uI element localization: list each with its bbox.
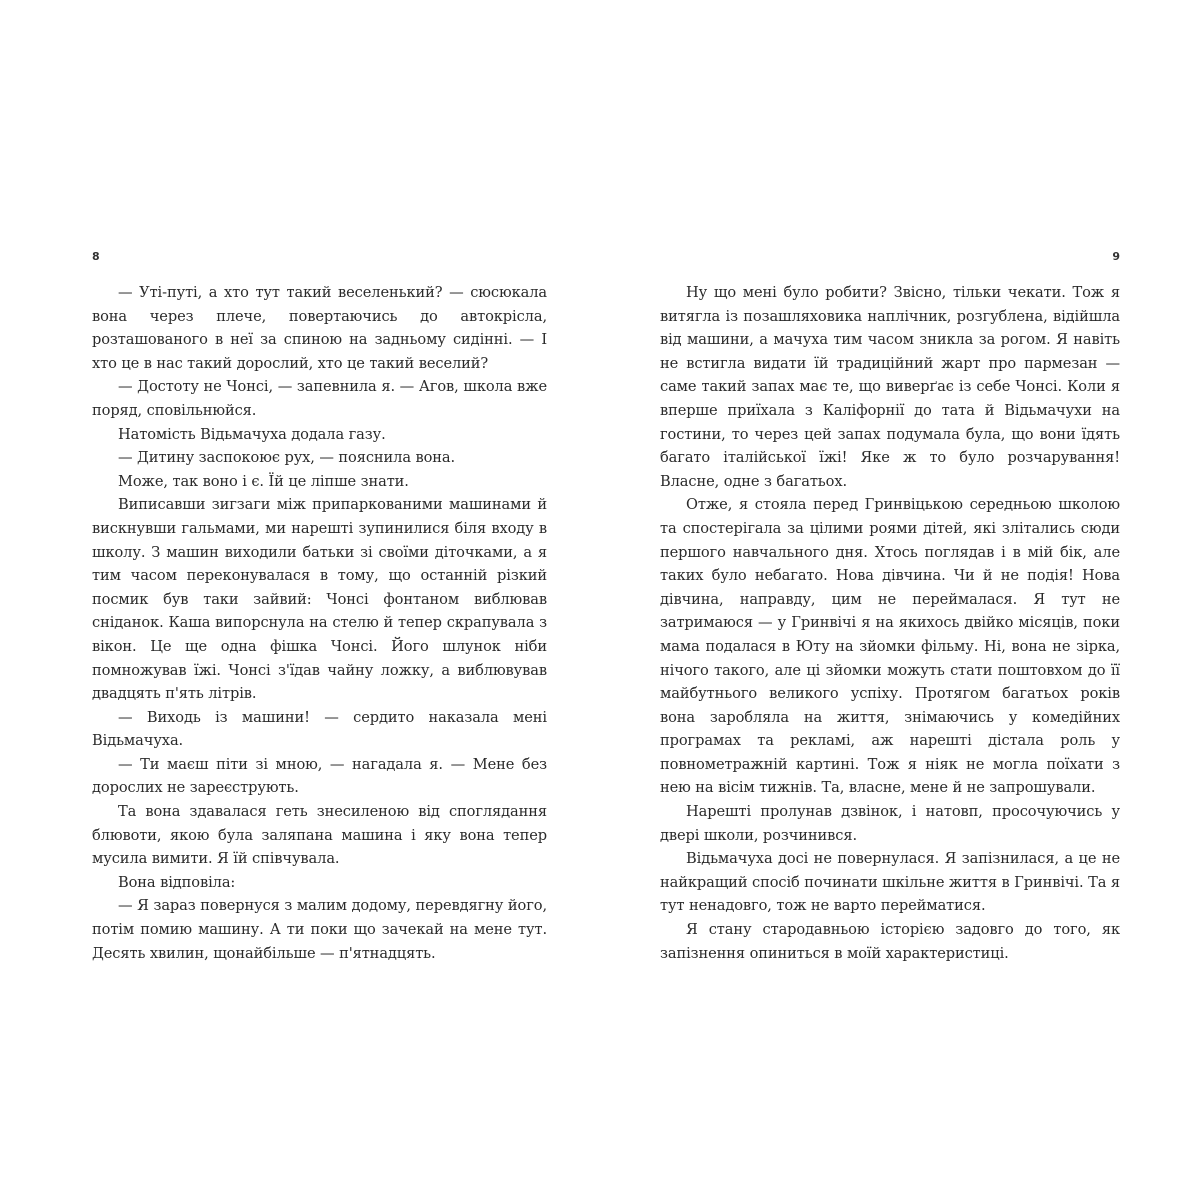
paragraph: Може, так воно і є. Їй це ліпше знати. <box>118 472 409 490</box>
left-page-text <box>92 281 547 965</box>
right-page-text <box>660 281 1120 965</box>
paragraph: Виписавши зигзаги між припаркованими машинами й вискнувши гальмами, ми нарешті зупинилися біля входу в школу. З машин виходили батьки зі своїми діточками, а я тим часом переконувалася в тому, що останній різкий посмик був таки зайвий: Чонсі фонтаном виблював сніданок. Каша випорснула на стелю й тепер скрапувала з вікон. Це ще одна фішка Чонсі. Його шлунок ніби помножував їжі. Чонсі з'їдав чайну ложку, а виблювував двадцять п'ять літрів. <box>92 496 547 703</box>
paragraph: Нарешті пролунав дзвінок, і натовп, просочуючись у двері школи, розчинився. <box>660 803 1120 844</box>
paragraph: — Достоту не Чонсі, — запевнила я. — Агов, школа вже поряд, сповільнюйся. <box>92 378 547 419</box>
paragraph: Вона відповіла: <box>118 873 236 891</box>
paragraph: — Уті-путі, а хто тут такий веселенький? — сюсюкала вона через плече, повертаючись до автокрісла, розташованого в неї за спиною на задньому сидінні. — І хто це в нас такий дорослий, хто це такий веселий? <box>92 284 547 372</box>
paragraph: — Виходь із машини! — сердито наказала мені Відьмачуха. <box>92 708 547 750</box>
paragraph: Та вона здавалася геть знесиленою від споглядання блювоти, якою була заляпана машина і яку вона тепер мусила вимити. Я їй співчувала. <box>92 803 547 868</box>
paragraph: — Ти маєш піти зі мною, — нагадала я. — Мене без дорослих не зареєструють. <box>92 755 547 797</box>
paragraph: Відьмачуха досі не повернулася. Я запізнилася, а це не найкращий спосіб починати шкільне життя в Гринвічі. Та я тут ненадовго, тож не варто перейматися. <box>660 850 1120 915</box>
left-page <box>92 250 547 965</box>
paragraph: Ну що мені було робити? Звісно, тільки чекати. Тож я витягла із позашляховика наплічник, розгублена, відійшла від машини, а мачуха тим часом зникла за рогом. Я навіть не встигла видати їй традиційний жарт про пармезан — саме такий запах має те, що виверґає із себе Чонсі. Коли я вперше приїхала з Каліфорнії до тата й Відьмачухи на гостини, то через цей запах подумала була, що вони їдять багато італійської їжі! Яке ж то було розчарування! Власне, одне з багатьох. <box>660 284 1120 490</box>
paragraph: Я стану стародавньою історією задовго до того, як запізнення опиниться в моїй характеристиці. <box>660 921 1120 962</box>
right-page <box>660 250 1120 965</box>
paragraph: Натомість Відьмачуха додала газу. <box>118 425 386 443</box>
paragraph: — Дитину заспокоює рух, — пояснила вона. <box>118 449 456 467</box>
page-number-right: 9 <box>1112 250 1120 263</box>
page-number-left: 8 <box>92 250 100 263</box>
paragraph: Отже, я стояла перед Гринвіцькою середньою школою та спостерігала за цілими роями дітей, які злітались сюди першого навчального дня. Хтось поглядав і в мій бік, але таких було небагато. Нова дівчина. Чи й не подія! Нова дівчина, направду, цим не переймалася. Я тут не затримаюся — у Гринвічі я на якихось двійко місяців, поки мама подалася в Юту на зйомки фільму. Ні, вона не зірка, нічого такого, але ці зйомки можуть стати поштовхом до її майбутнього великого успіху. Протягом багатьох років вона заробляла на життя, знімаючись у комедійних програмах та рекламі, аж нарешті дістала роль у повнометражній картині. Тож я ніяк не могла поїхати з нею на вісім тижнів. Та, власне, мене й не запрошували. <box>660 496 1120 797</box>
paragraph: — Я зараз повернуся з малим додому, перевдягну його, потім помию машину. А ти поки що зачекай на мене тут. Десять хвилин, щонайбільше — п'ятнадцять. <box>92 897 547 962</box>
